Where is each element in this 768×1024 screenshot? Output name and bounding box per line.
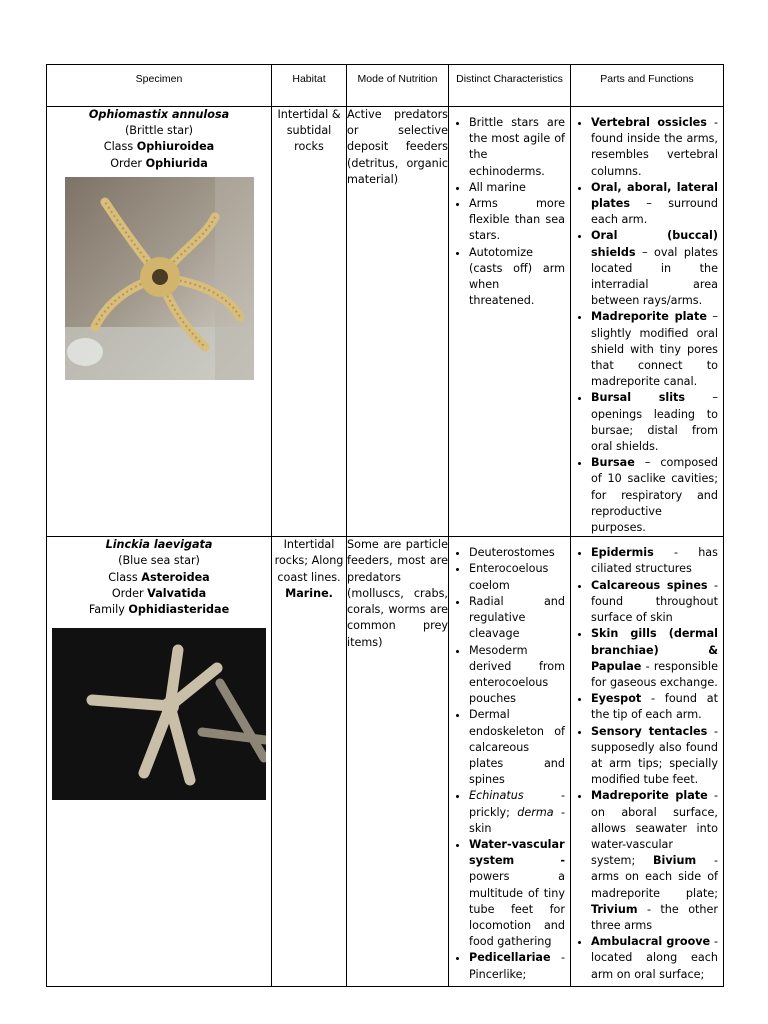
list-item: • Radial and regulative cleavage [469,594,565,643]
table-row [47,107,724,537]
list-item: • Epidermis - has ciliated structures [591,545,718,577]
header-parts: Parts and Functions [571,65,724,107]
header-habitat: Habitat [272,65,347,107]
header-specimen: Specimen [47,65,272,107]
list-item: • Oral, aboral, lateral plates – surround each arm. [591,180,718,229]
list-item: • Water-vascular system - powers a multitude of tiny tube feet for locomotion and food gathering [469,837,565,950]
mode-cell: Some are particle feeders, most are predators (molluscs, crabs, corals, worms are common prey items) [347,537,449,987]
list-item: • Bursae – composed of 10 saclike cavities; for respiratory and reproductive purposes. [591,455,718,536]
list-item: • Autotomize (casts off) arm when threatened. [469,245,565,310]
scientific-name: Linckia laevigata [105,538,213,552]
list-item: • Ambulacral groove - located along each arm on oral surface; [591,934,718,983]
mode-cell: Active predators or selective deposit feeders (detritus, organic material) [347,107,449,537]
list-item: • Madreporite plate – slightly modified oral shield with tiny pores that connect to madreporite canal. [591,309,718,390]
class-line: Class Asteroidea [108,570,210,584]
distinct-cell [449,537,571,987]
habitat-cell: Intertidal rocks; Along coast lines. Marine. [272,537,347,987]
specimen-cell [47,107,272,537]
list-item: • Deuterostomes [469,545,565,561]
list-item: • Echinatus - prickly; derma - skin [469,788,565,837]
specimen-table [46,64,724,987]
habitat-cell: Intertidal & subtidal rocks [272,107,347,537]
parts-cell [571,537,724,987]
blue-sea-star-photo [52,628,266,800]
list-item: • Pedicellariae - Pincerlike; [469,950,565,982]
order-line: Order Ophiurida [110,156,208,170]
list-item: • Brittle stars are the most agile of the echinoderms. [469,115,565,180]
list-item: • Skin gills (dermal branchiae) & Papulae - responsible for gaseous exchange. [591,626,718,691]
header-mode: Mode of Nutrition [347,65,449,107]
family-line: Family Ophidiasteridae [88,603,230,617]
header-row [47,65,724,107]
header-distinct: Distinct Characteristics [449,65,571,107]
list-item: • Dermal endoskeleton of calcareous plates and spines [469,707,565,788]
list-item: • Vertebral ossicles - found inside the arms, resembles vertebral columns. [591,115,718,180]
common-name: (Brittle star) [124,124,194,138]
list-item: • All marine [469,180,565,196]
list-item: • Eyespot - found at the tip of each arm. [591,691,718,723]
list-item: • Oral (buccal) shields – oval plates located in the interradial area between rays/arms. [591,228,718,309]
parts-cell [571,107,724,537]
list-item: • Calcareous spines - found throughout surface of skin [591,578,718,627]
list-item: • Bursal slits – openings leading to bursae; distal from oral shields. [591,390,718,455]
list-item: • Sensory tentacles - supposedly also found at arm tips; specially modified tube feet. [591,724,718,789]
list-item: • Madreporite plate - on aboral surface, allows seawater into water-vascular system; Bivium - arms on each side of madreporite plate; Trivium - the other three arms [591,788,718,934]
distinct-cell [449,107,571,537]
list-item: • Enterocoelous coelom [469,561,565,593]
list-item: • Arms more flexible than sea stars. [469,196,565,245]
specimen-cell [47,537,272,987]
class-line: Class Ophiuroidea [103,140,215,154]
table-row [47,537,724,987]
scientific-name: Ophiomastix annulosa [88,108,230,121]
common-name: (Blue sea star) [118,554,200,568]
order-line: Order Valvatida [111,586,207,600]
brittle-star-photo [65,177,254,380]
list-item: • Mesoderm derived from enterocoelous pouches [469,643,565,708]
